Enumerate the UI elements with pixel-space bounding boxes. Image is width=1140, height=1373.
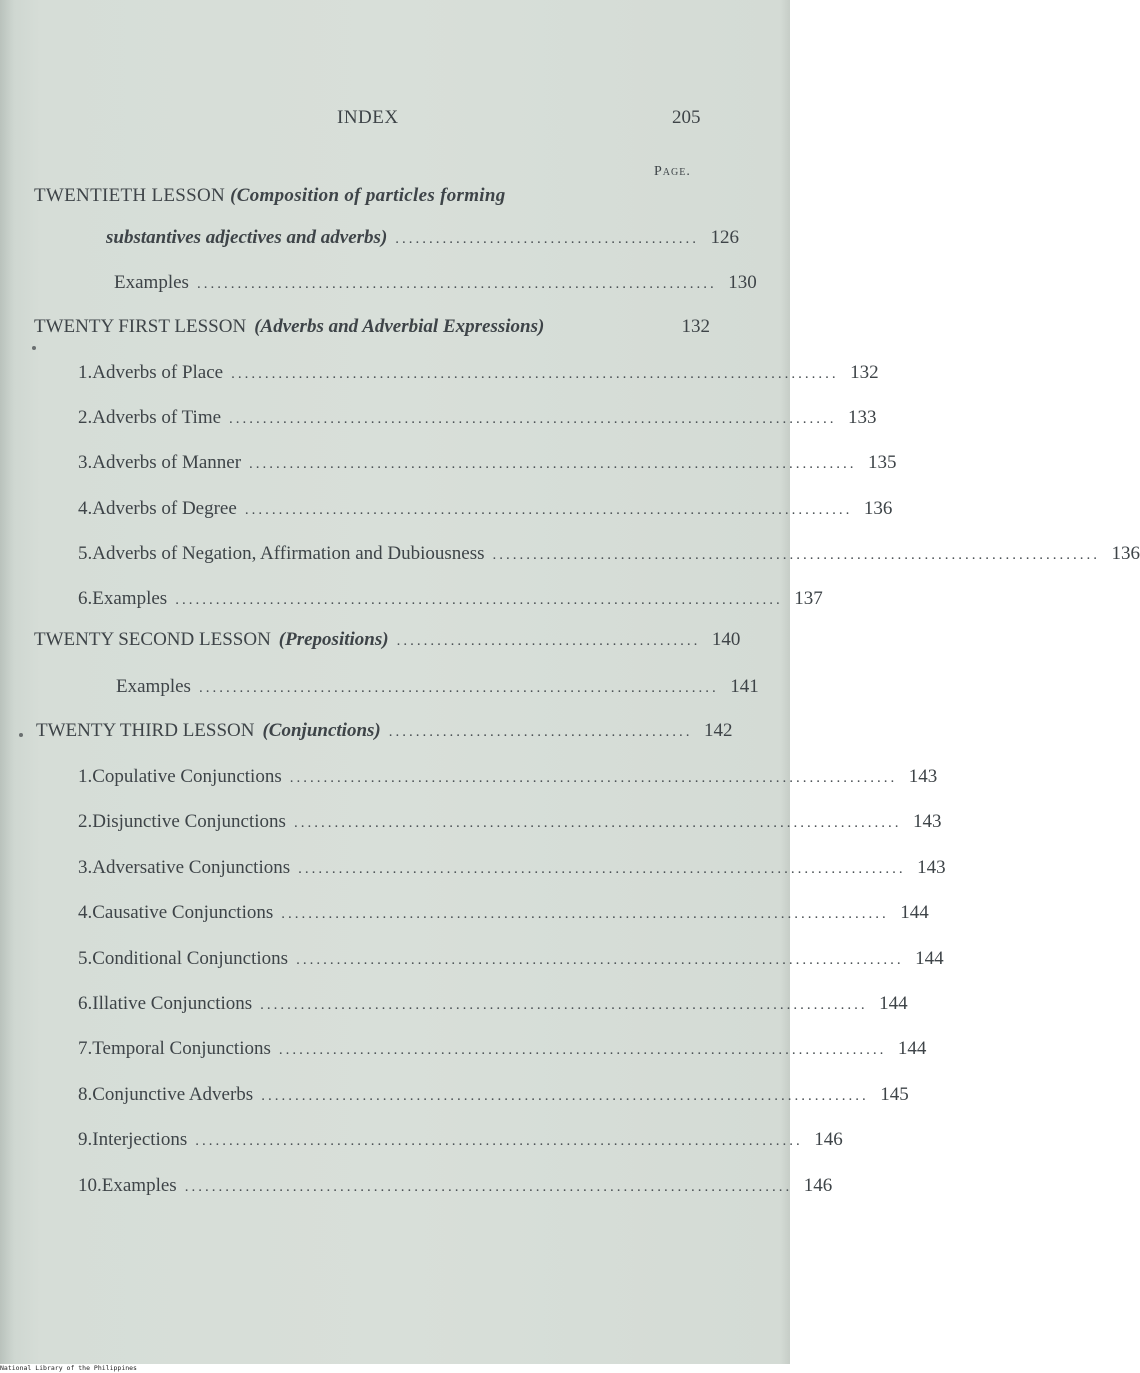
lesson-21-item-page: 135 (868, 452, 897, 474)
lesson-21-item-number: 1. (78, 362, 93, 383)
lesson-23-item-page: 143 (908, 766, 938, 787)
lesson-23-item-number: 8. (78, 1083, 93, 1105)
footer (0, 1364, 790, 1373)
lesson-22-subtitle: (Prepositions) (278, 629, 389, 650)
lesson-21-item-number: 4. (78, 497, 93, 519)
lesson-21-item-page: 136 (863, 497, 893, 519)
lesson-23-item (78, 1038, 927, 1068)
dot-leader: .......................................................................................... (261, 1087, 869, 1104)
lesson-22-examples-page: 141 (730, 676, 759, 697)
lesson-22-examples-label: Examples (116, 676, 191, 697)
lesson-21-subtitle: (Adverbs and Adverbial Expressions) (254, 316, 545, 337)
lesson-21-item-label: Adverbs of Place (92, 362, 224, 383)
lesson-21-item-number: 5. (78, 542, 93, 564)
dot-leader: .......................................................................................... (175, 592, 783, 608)
lesson-23-item-number: 9. (78, 1129, 93, 1151)
lesson-23-item-label: Conjunctive Adverbs (92, 1083, 254, 1105)
dot-leader: .......................................................................................... (289, 770, 898, 786)
dot-leader: .......................................................................................... (278, 1042, 887, 1059)
dot-leader: ............................................. (396, 633, 701, 649)
lesson-23-item-page: 144 (879, 993, 908, 1014)
lesson-23-item-label: Causative Conjunctions (92, 902, 274, 924)
lesson-20-heading (34, 185, 506, 207)
ink-speck (32, 346, 36, 350)
lesson-22-title: TWENTY SECOND LESSON (34, 629, 271, 650)
lesson-23-item (78, 947, 944, 978)
lesson-23-item-number: 5. (78, 947, 93, 969)
lesson-23-item-page: 146 (814, 1129, 843, 1151)
dot-leader: .......................................................................................... (229, 411, 837, 428)
lesson-20-examples-page: 130 (728, 272, 757, 293)
lesson-20-examples (114, 272, 757, 302)
lesson-21-title: TWENTY FIRST LESSON (34, 316, 247, 337)
lesson-23-item-page: 144 (900, 902, 929, 924)
lesson-23-subtitle: (Conjunctions) (262, 720, 381, 741)
lesson-23-item-number: 7. (78, 1038, 93, 1060)
dot-leader: .......................................................................................... (298, 860, 906, 877)
lesson-23-item-page: 145 (880, 1083, 909, 1105)
lesson-22-page: 140 (711, 629, 741, 650)
lesson-20-title: TWENTIETH LESSON (34, 185, 226, 206)
lesson-21-item-page: 137 (794, 588, 823, 609)
lesson-23-item-number: 4. (78, 902, 93, 924)
dot-leader: .......................................................................................... (281, 906, 889, 923)
lesson-21-item-label: Adverbs of Negation, Affirmation and Dubiousness (92, 542, 485, 564)
lesson-23-item-label: Disjunctive Conjunctions (92, 811, 286, 833)
dot-leader: .......................................................................................... (231, 366, 839, 382)
lesson-21-item-page: 132 (850, 362, 879, 383)
lesson-23-item-label: Interjections (92, 1129, 188, 1151)
lesson-23-page: 142 (704, 720, 733, 741)
lesson-21-item (78, 588, 823, 618)
dot-leader: .......................................................................................... (296, 951, 904, 968)
dot-leader: ............................................. (388, 724, 693, 740)
page-title: INDEX (337, 107, 399, 128)
lesson-20-page: 126 (710, 227, 740, 248)
lesson-20-examples-label: Examples (114, 272, 189, 293)
lesson-23-item-number: 1. (78, 766, 93, 787)
lesson-23-item-label: Copulative Conjunctions (92, 766, 282, 787)
dot-leader: ............................................. (395, 231, 700, 247)
dot-leader: .......................................................................................... (184, 1178, 793, 1195)
ink-speck (19, 733, 23, 737)
lesson-21-heading (34, 316, 710, 346)
dot-leader: .......................................................................................... (260, 997, 868, 1013)
lesson-23-item (78, 902, 929, 932)
lesson-20-subtitle-line2: substantives adjectives and adverbs) (106, 227, 388, 248)
lesson-21-item (78, 452, 897, 482)
lesson-23-item-label: Temporal Conjunctions (92, 1038, 271, 1060)
lesson-21-item-label: Adverbs of Manner (92, 452, 242, 474)
lesson-23-item-label: Examples (101, 1174, 177, 1196)
lesson-23-item (78, 766, 938, 796)
dot-leader: .......................................................................................... (195, 1133, 803, 1150)
lesson-23-item-label: Adversative Conjunctions (92, 856, 291, 878)
dot-leader: .......................................................................................... (492, 546, 1101, 563)
lesson-21-item-label: Examples (92, 588, 168, 609)
dot-leader: .......................................................................................... (249, 456, 857, 473)
lesson-23-item-label: Conditional Conjunctions (92, 947, 289, 969)
lesson-23-item (78, 856, 946, 887)
lesson-23-item-number: 2. (78, 811, 93, 833)
lesson-23-item-page: 143 (912, 811, 942, 833)
footer-credit: National Library of the Philippines (0, 1364, 137, 1372)
lesson-23-item-page: 143 (917, 856, 946, 878)
page-column-label: Page. (654, 164, 691, 179)
lesson-20-subtitle-entry (106, 227, 740, 257)
lesson-22-examples (116, 676, 759, 706)
lesson-21-item (78, 407, 877, 437)
lesson-23-heading (36, 720, 733, 750)
lesson-21-page: 132 (681, 316, 710, 337)
lesson-23-item-number: 10. (78, 1174, 102, 1196)
lesson-23-item (78, 1129, 843, 1159)
lesson-21-item-number: 2. (78, 407, 93, 429)
lesson-20-subtitle-line1: (Composition of particles forming (230, 185, 506, 206)
lesson-21-item (78, 497, 893, 528)
lesson-23-item (78, 811, 942, 841)
lesson-23-item-label: Illative Conjunctions (92, 993, 253, 1014)
lesson-21-item-number: 3. (78, 452, 93, 474)
lesson-23-item (78, 1174, 833, 1205)
dot-leader: .......................................................................................... (293, 815, 902, 832)
lesson-23-title: TWENTY THIRD LESSON (36, 720, 255, 741)
lesson-22-heading (34, 629, 741, 659)
lesson-23-item (78, 1083, 909, 1114)
lesson-21-item-page: 133 (848, 407, 877, 429)
lesson-21-item (78, 542, 1140, 573)
dot-leader: ............................................................................. (196, 276, 717, 292)
lesson-21-item-label: Adverbs of Degree (92, 497, 237, 519)
dot-leader: ............................................................................. (198, 680, 719, 696)
lesson-21-item-label: Adverbs of Time (92, 407, 222, 429)
lesson-23-item-number: 3. (78, 856, 93, 878)
page-number: 205 (672, 107, 701, 128)
lesson-21-item-page: 136 (1111, 542, 1140, 564)
lesson-23-item-number: 6. (78, 993, 93, 1014)
dot-leader: .......................................................................................... (244, 501, 853, 518)
lesson-21-item-number: 6. (78, 588, 93, 609)
lesson-23-item-page: 146 (803, 1174, 833, 1196)
lesson-23-item (78, 993, 908, 1023)
lesson-21-item (78, 362, 879, 392)
lesson-23-item-page: 144 (915, 947, 944, 969)
lesson-23-item-page: 144 (897, 1038, 927, 1060)
